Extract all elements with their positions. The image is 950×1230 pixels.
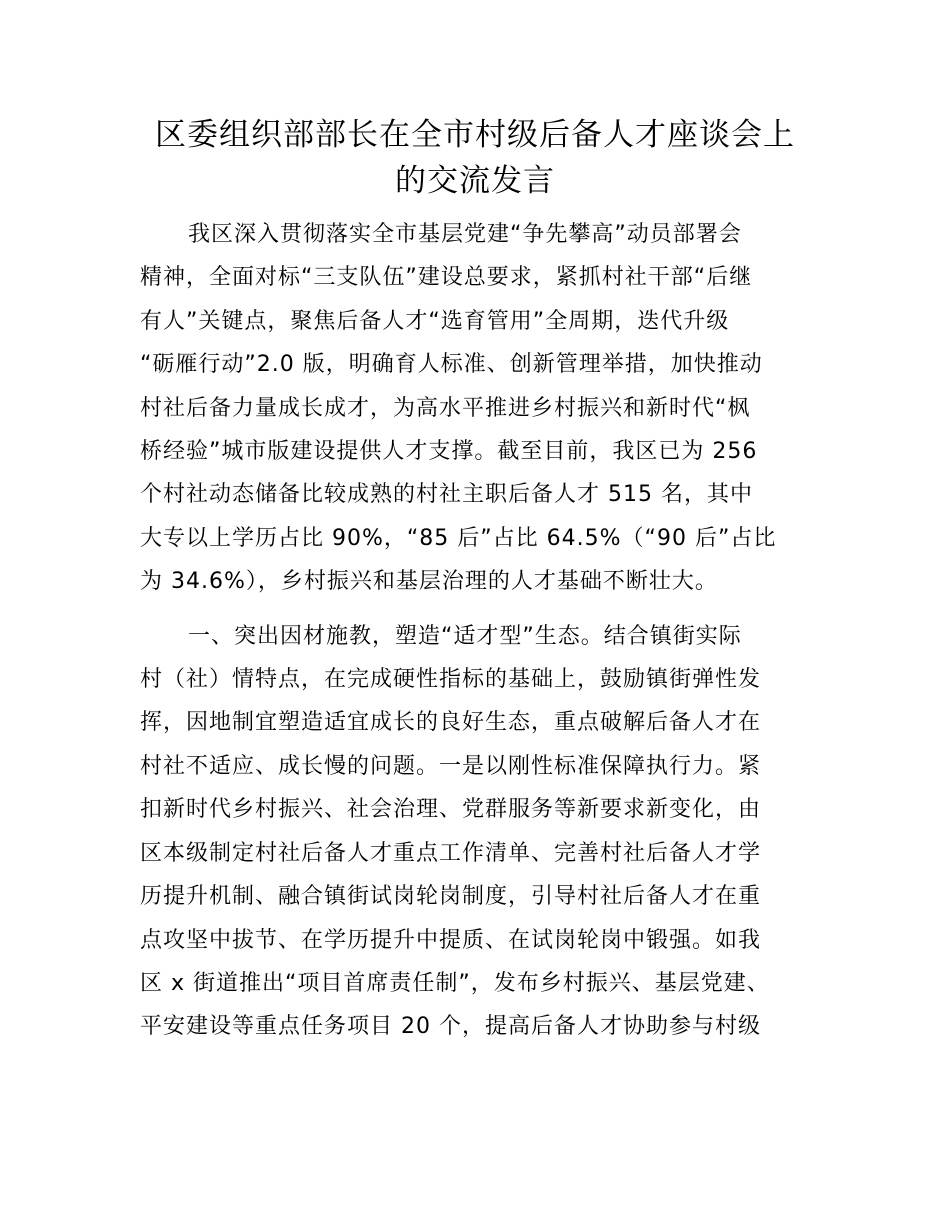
title-line: 区委组织部部长在全市村级后备人才座谈会上 <box>155 117 795 153</box>
text-line: “砺雁行动”2.0 版，明确育人标准、创新管理举措，加快推动 <box>140 352 763 378</box>
page-title <box>140 112 810 204</box>
text-line: 我区深入贯彻落实全市基层党建“争先攀高”动员部署会 <box>188 222 742 247</box>
paragraph-intro <box>140 213 820 604</box>
text-line: 桥经验”城市版建设提供人才支撑。截至目前，我区已为 256 <box>140 439 758 465</box>
text-line: 大专以上学历占比 90%，“85 后”占比 64.5%（“90 后”占比 <box>140 525 777 551</box>
text-line: 点攻坚中拔节、在学历提升中提质、在试岗轮岗中锻强。如我 <box>140 927 762 953</box>
text-line: 有人”关键点，聚焦后备人才“选育管用”全周期，迭代升级 <box>140 308 730 334</box>
text-line: 村社后备力量成长成才，为高水平推进乡村振兴和新时代“枫 <box>140 395 751 421</box>
text-line: 区 x 街道推出“项目首席责任制”，发布乡村振兴、基层党建、 <box>140 970 770 996</box>
title-line: 的交流发言 <box>395 163 555 199</box>
text-line: 精神，全面对标“三支队伍”建设总要求，紧抓村社干部“后继 <box>140 265 753 291</box>
text-line: 扣新时代乡村振兴、社会治理、党群服务等新要求新变化，由 <box>140 797 762 823</box>
document-body <box>140 213 820 1049</box>
text-line: 挥，因地制宜塑造适宜成长的良好生态，重点破解后备人才在 <box>140 710 762 736</box>
paragraph-spacer <box>140 604 820 615</box>
text-line: 个村社动态储备比较成熟的村社主职后备人才 515 名，其中 <box>140 482 753 508</box>
text-line: 村社不适应、成长慢的问题。一是以刚性标准保障执行力。紧 <box>140 753 762 779</box>
text-line: 一、突出因材施教，塑造“适才型”生态。结合镇街实际 <box>188 623 742 649</box>
text-line: 村（社）情特点，在完成硬性指标的基础上，鼓励镇街弹性发 <box>140 667 762 693</box>
paragraph-section-one <box>140 615 820 1049</box>
text-line: 平安建设等重点任务项目 20 个，提高后备人才协助参与村级 <box>140 1014 761 1040</box>
text-line: 为 34.6%），乡村振兴和基层治理的人才基础不断壮大。 <box>140 569 718 595</box>
text-line: 区本级制定村社后备人才重点工作清单、完善村社后备人才学 <box>140 840 762 866</box>
text-line: 历提升机制、融合镇街试岗轮岗制度，引导村社后备人才在重 <box>140 884 762 910</box>
